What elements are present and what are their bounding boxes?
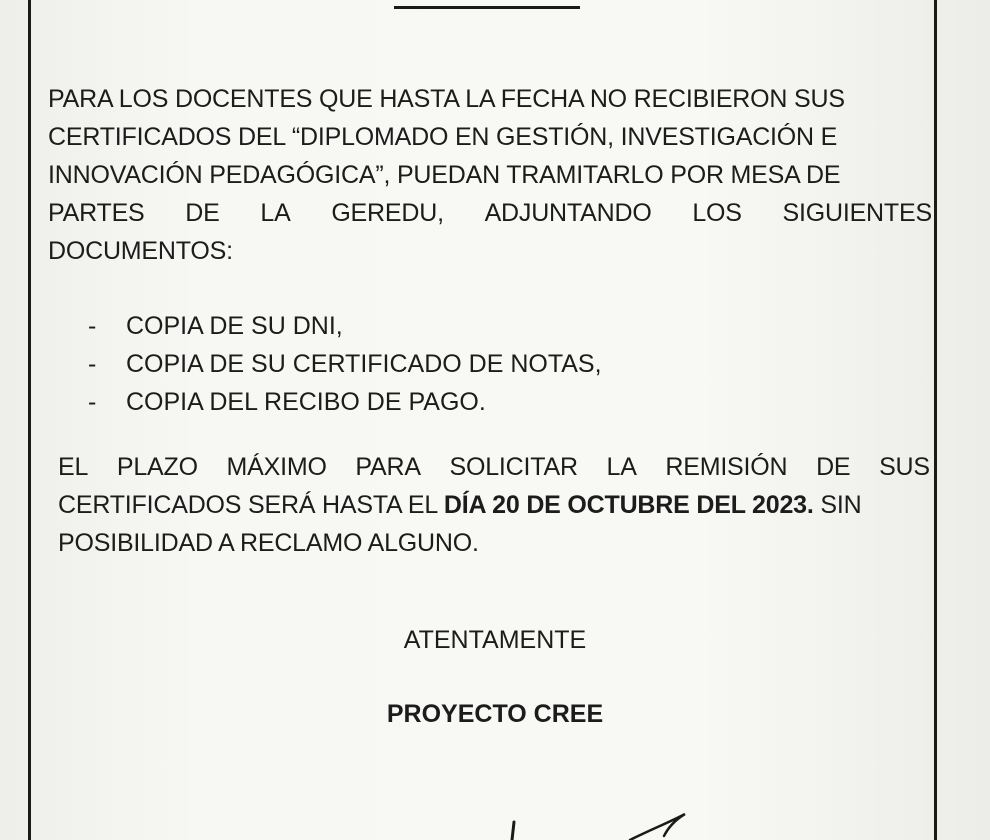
word: MÁXIMO — [226, 453, 327, 481]
paragraph-line: CERTIFICADOS DEL “DIPLOMADO EN GESTIÓN, INVESTIGACIÓN E — [48, 123, 838, 151]
list-dash: - — [88, 388, 97, 416]
paragraph-line: DOCUMENTOS: — [48, 237, 233, 265]
list-dash: - — [88, 312, 97, 340]
frame-left-border — [28, 0, 31, 840]
word: LA — [606, 453, 637, 481]
word: SUS — [879, 453, 930, 481]
text-run: SIN — [813, 491, 862, 519]
word: DE — [185, 199, 220, 227]
signature-stroke — [512, 822, 514, 840]
signatory-name: PROYECTO CREE — [386, 700, 604, 728]
title-underline — [394, 6, 580, 9]
frame-right-border — [934, 0, 937, 840]
paragraph-line-justified — [58, 448, 930, 486]
list-item-text: COPIA DEL RECIBO DE PAGO. — [126, 388, 486, 416]
word: EL — [58, 453, 89, 481]
required-documents-list — [88, 307, 602, 421]
closing-salutation: ATENTAMENTE — [403, 626, 587, 654]
word: SIGUIENTES — [782, 199, 932, 227]
word: REMISIÓN — [665, 453, 788, 481]
list-item-text: COPIA DE SU CERTIFICADO DE NOTAS, — [126, 350, 602, 378]
deadline-date: DÍA 20 DE OCTUBRE DEL 2023. — [443, 491, 814, 519]
word: LA — [260, 199, 291, 227]
signature-stroke — [630, 814, 685, 840]
word: PARTES — [48, 199, 145, 227]
paragraph-line: POSIBILIDAD A RECLAMO ALGUNO. — [58, 529, 479, 557]
text-run: CERTIFICADOS SERÁ HASTA EL — [58, 491, 444, 519]
word: PARA — [355, 453, 421, 481]
word: SOLICITAR — [449, 453, 578, 481]
word: LOS — [692, 199, 742, 227]
list-dash: - — [88, 350, 97, 378]
deadline-paragraph — [58, 448, 930, 562]
word: GEREDU, — [331, 199, 444, 227]
word: DE — [816, 453, 851, 481]
word: PLAZO — [116, 453, 198, 481]
word: ADJUNTANDO — [484, 199, 652, 227]
paragraph-line — [58, 486, 930, 524]
paragraph-line: INNOVACIÓN PEDAGÓGICA”, PUEDAN TRAMITARLO POR MESA DE — [48, 161, 841, 189]
list-item — [88, 383, 602, 421]
handwritten-signature — [480, 800, 740, 840]
notice-paragraph — [48, 80, 932, 270]
paragraph-line-justified — [48, 194, 932, 232]
list-item — [88, 307, 602, 345]
list-item — [88, 345, 602, 383]
paragraph-line: PARA LOS DOCENTES QUE HASTA LA FECHA NO RECIBIERON SUS — [48, 85, 845, 113]
list-item-text: COPIA DE SU DNI, — [126, 312, 343, 340]
